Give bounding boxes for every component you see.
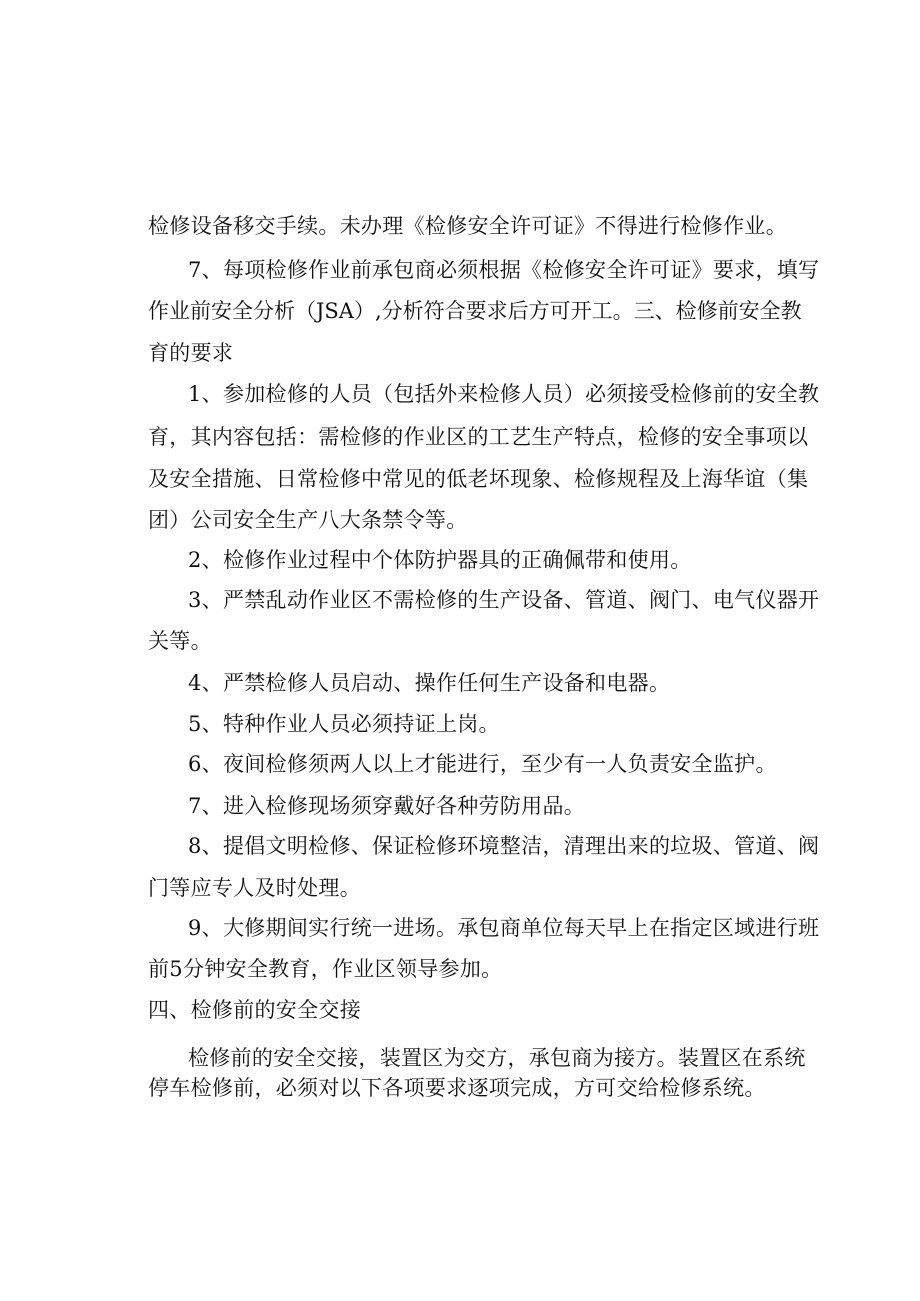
text-line: 作业前安全分析（JSA）,分析符合要求后方可开工。三、检修前安全教 xyxy=(148,299,802,323)
text-line: 关等。 xyxy=(148,629,212,653)
text-line: 检修前的安全交接，装置区为交方，承包商为接方。装置区在系统 xyxy=(188,1046,806,1070)
text-line: 7、每项检修作业前承包商必须根据《检修安全许可证》要求，填写 xyxy=(188,258,820,282)
text-line: 及安全措施、日常检修中常见的低老坏现象、检修规程及上海华谊（集 xyxy=(148,467,809,491)
text-line: 1、参加检修的人员（包括外来检修人员）必须接受检修前的安全教 xyxy=(188,382,820,406)
text-line: 检修设备移交手续。未办理《检修安全许可证》不得进行检修作业。 xyxy=(148,214,787,238)
text-line: 育，其内容包括：需检修的作业区的工艺生产特点，检修的安全事项以 xyxy=(148,425,809,449)
text-line: 7、进入检修现场须穿戴好各种劳防用品。 xyxy=(188,794,586,818)
text-line: 停车检修前，必须对以下各项要求逐项完成，方可交给检修系统。 xyxy=(148,1076,766,1100)
text-line: 门等应专人及时处理。 xyxy=(148,876,361,900)
text-line: 2、检修作业过程中个体防护器具的正确佩带和使用。 xyxy=(188,548,692,572)
section-heading: 四、检修前的安全交接 xyxy=(148,998,361,1022)
text-line: 团）公司安全生产八大条禁令等。 xyxy=(148,508,468,532)
text-line: 8、提倡文明检修、保证检修环境整洁，清理出来的垃圾、管道、阀 xyxy=(188,834,820,858)
text-line: 4、严禁检修人员启动、操作任何生产设备和电器。 xyxy=(188,671,671,695)
text-line: 育的要求 xyxy=(148,341,234,365)
text-line: 3、严禁乱动作业区不需检修的生产设备、管道、阀门、电气仪器开 xyxy=(188,588,820,612)
text-line: 前5分钟安全教育，作业区领导参加。 xyxy=(148,957,503,981)
text-line: 6、夜间检修须两人以上才能进行，至少有一人负责安全监护。 xyxy=(188,752,777,776)
text-line: 9、大修期间实行统一进场。承包商单位每天早上在指定区域进行班 xyxy=(188,916,820,940)
text-line: 5、特种作业人员必须持证上岗。 xyxy=(188,712,500,736)
